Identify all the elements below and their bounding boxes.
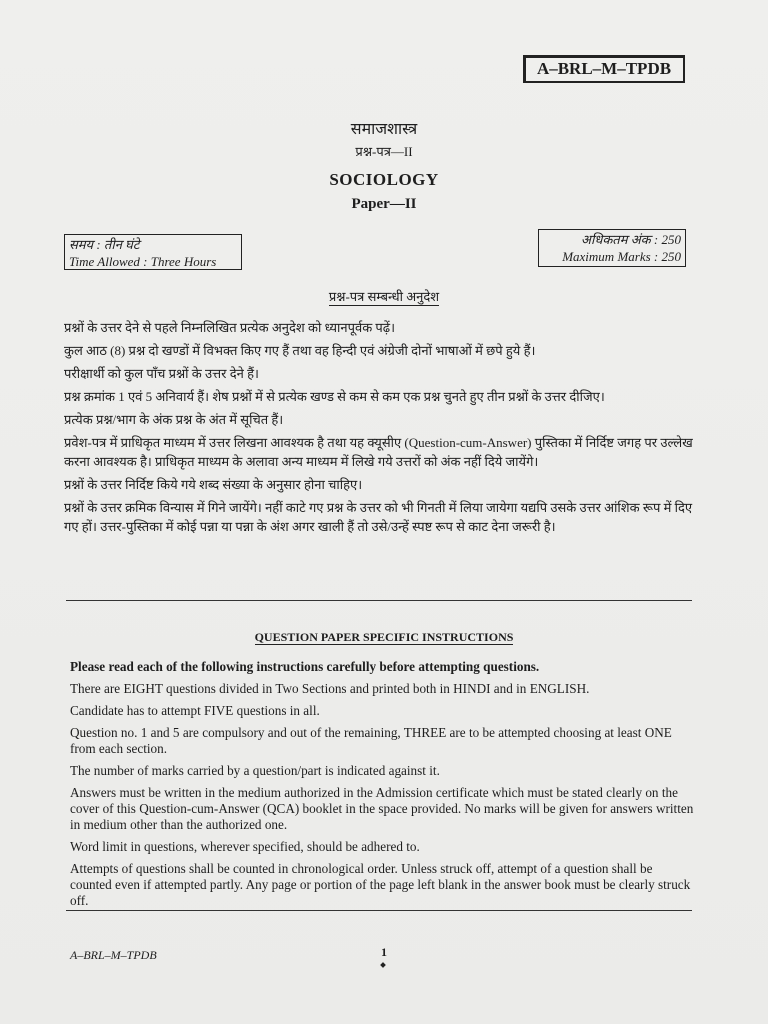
english-instruction: Answers must be written in the medium authorized in the Admission certificate which must be stated clearly on the cover of this Question-cum-Answer (QCA) booklet in the space provided. No marks will be given for answers written in medium other than the authorized one.: [70, 785, 694, 832]
marks-english: Maximum Marks : 250: [562, 249, 681, 264]
page-number: 1: [381, 945, 387, 959]
english-instruction: The number of marks carried by a question/part is indicated against it.: [70, 763, 440, 778]
hindi-instruction: प्रश्नों के उत्तर क्रमिक विन्यास में गिने जायेंगे। नहीं काटे गए प्रश्न के उत्तर को भी गिनती में लिया जायेगा यद्यपि उसके उत्तर आंशिक रूप में दिए गए हों। उत्तर-पुस्तिका में कोई पन्ना या पन्ना के अंश अगर खाली हैं तो उसे/उन्हें स्पष्ट रूप से काट देना जरूरी है।: [64, 500, 693, 534]
time-english: Time Allowed : Three Hours: [69, 254, 217, 269]
time-allowed-box: [64, 234, 242, 270]
marks-hindi: अधिकतम अंक : 250: [581, 232, 681, 247]
maximum-marks-box: [538, 229, 686, 267]
footer-paper-code: A–BRL–M–TPDB: [70, 948, 157, 962]
english-instructions-heading: QUESTION PAPER SPECIFIC INSTRUCTIONS: [254, 630, 514, 644]
english-instruction: Attempts of questions shall be counted in chronological order. Unless struck off, attempt of a question shall be counted even if attempted partly. Any page or portion of the page left blank in the answer book must be clearly struck off.: [70, 861, 691, 908]
hindi-instructions: [64, 318, 694, 540]
hindi-instruction: प्रवेश-पत्र में प्राधिकृत माध्यम में उत्तर लिखना आवश्यक है तथा यह क्यूसीए (Question-cum-Answer) पुस्तिका में निर्दिष्ट जगह पर उल्लेख करना आवश्यक है। प्राधिकृत माध्यम के अलावा अन्य माध्यम में लिखे गये उत्तरों को अंक नहीं दिये जायेंगे।: [64, 435, 693, 469]
time-hindi: समय : तीन घंटे: [69, 237, 140, 252]
english-instruction: Word limit in questions, wherever specified, should be adhered to.: [70, 839, 420, 854]
paper-code-box: A–BRL–M–TPDB: [523, 55, 685, 83]
hindi-instructions-heading: प्रश्न-पत्र सम्बन्धी अनुदेश: [328, 289, 440, 304]
paper-title: Paper—II: [351, 196, 417, 212]
divider-line: [66, 600, 692, 601]
hindi-instruction: प्रश्नों के उत्तर निर्दिष्ट किये गये शब्द संख्या के अनुसार होना चाहिए।: [64, 477, 363, 492]
english-instruction: Candidate has to attempt FIVE questions in all.: [70, 703, 320, 718]
hindi-instruction: प्रश्नों के उत्तर देने से पहले निम्नलिखित प्रत्येक अनुदेश को ध्यानपूर्वक पढ़ें।: [64, 320, 396, 335]
english-instruction: Question no. 1 and 5 are compulsory and out of the remaining, THREE are to be attempted choosing at least ONE from each section.: [70, 725, 672, 756]
paper-hindi: प्रश्न-पत्र—II: [355, 144, 413, 159]
english-lead: Please read each of the following instructions carefully before attempting questions.: [70, 659, 540, 674]
subject-hindi: समाजशास्त्र: [350, 121, 418, 138]
page-number-ornament: [380, 962, 386, 968]
english-instruction: There are EIGHT questions divided in Two Sections and printed both in HINDI and in ENGLISH.: [70, 681, 590, 696]
divider-line: [66, 910, 692, 911]
english-instructions: [70, 659, 696, 915]
hindi-instruction: परीक्षार्थी को कुल पाँच प्रश्नों के उत्तर देने हैं।: [64, 366, 259, 381]
subject-title: SOCIOLOGY: [329, 170, 439, 189]
hindi-instruction: प्रत्येक प्रश्न/भाग के अंक प्रश्न के अंत में सूचित हैं।: [64, 412, 284, 427]
hindi-instruction: प्रश्न क्रमांक 1 एवं 5 अनिवार्य हैं। शेष प्रश्नों में से प्रत्येक खण्ड से कम से कम एक प्रश्न चुनते हुए तीन प्रश्नों के उत्तर दीजिए।: [64, 389, 605, 404]
hindi-instruction: कुल आठ (8) प्रश्न दो खण्डों में विभक्त किए गए हैं तथा वह हिन्दी एवं अंग्रेजी दोनों भाषाओं में छपे हुये हैं।: [64, 343, 536, 358]
